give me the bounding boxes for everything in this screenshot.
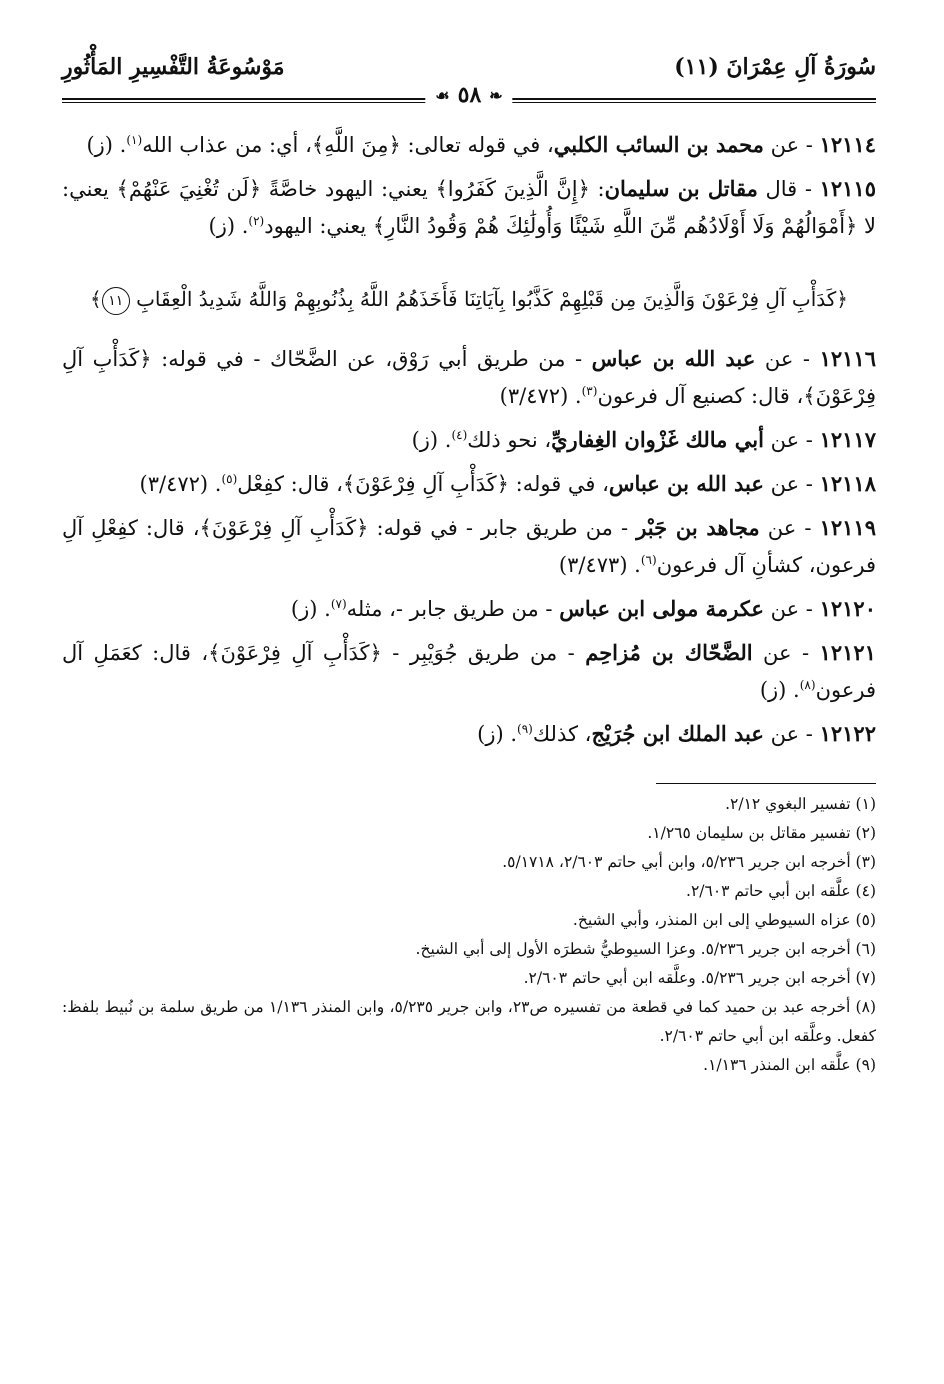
- entry-number: ١٢١١٧: [819, 427, 876, 452]
- entry-number: ١٢١١٦: [819, 346, 876, 371]
- entry-source: . (٣/٤٧٣): [558, 553, 641, 577]
- ornament-icon: ❧: [489, 85, 503, 105]
- page-number: ٥٨: [457, 82, 482, 108]
- entry-number: ١٢١١٥: [819, 176, 876, 201]
- entry: [62, 634, 876, 709]
- narrator-name: عبد الملك ابن جُرَيْج: [591, 721, 764, 746]
- entry-number: ١٢١١٩: [819, 515, 876, 540]
- entry: [62, 170, 876, 245]
- verse-text: ﴿كَدَأْبِ آلِ فِرْعَوْنَ وَالَّذِينَ مِن قَبْلِهِمْ كَذَّبُوا بِآيَاتِنَا فَأَخَذَهُمُ اللَّهُ بِذُنُوبِهِمْ وَاللَّهُ شَدِيدُ الْعِقَابِ: [136, 287, 848, 311]
- footnote-ref: (٢): [248, 214, 265, 228]
- footnote: (٥) عزاه السيوطي إلى ابن المنذر، وأبي الشيخ.: [572, 911, 876, 929]
- ornament-icon: ☙: [435, 85, 450, 105]
- footnote: (١) تفسير البغوي ٢/١٢.: [725, 795, 876, 813]
- entry-source: . (ز): [759, 678, 800, 702]
- entry-source: . (٣/٤٧٢): [499, 384, 582, 408]
- entry-source: . (ز): [290, 597, 331, 621]
- entry-prefix: - عن: [767, 516, 812, 540]
- entry-text: - من طريق أبي رَوْق، عن الضَّحّاك - في قوله: ﴿كَدَأْبِ آلِ فِرْعَوْنَ﴾، قال: كصنيع آل فرعون: [62, 347, 876, 408]
- entry: [62, 421, 876, 459]
- narrator-name: أبي مالك غَزْوان الغِفاريِّ: [551, 427, 764, 452]
- footnote-ref: (٤): [451, 428, 468, 442]
- narrator-name: مقاتل بن سليمان: [604, 176, 758, 201]
- quran-verse: [62, 281, 876, 318]
- narrator-name: عبد الله بن عباس: [608, 471, 764, 496]
- entry-prefix: - عن: [764, 347, 811, 371]
- entry-text: : ﴿إِنَّ الَّذِينَ كَفَرُوا﴾ يعني: اليهود خاصَّةً ﴿لَن تُغْنِيَ عَنْهُمْ﴾ يعني: لا ﴿أَمْوَالُهُمْ وَلَا أَوْلَادُهُم مِّنَ اللَّهِ شَيْئًا وَأُولَٰئِكَ هُمْ وَقُودُ النَّارِ﴾ يعني: اليهود: [62, 177, 876, 238]
- entry-text: ، في قوله تعالى: ﴿مِنَ اللَّهِ﴾، أي: من عذاب الله: [142, 133, 554, 157]
- main-text: [62, 126, 876, 1080]
- footnote-ref: (٨): [799, 678, 816, 692]
- entry: [62, 590, 876, 628]
- footnote-rule: [656, 783, 876, 784]
- entry-prefix: - عن: [770, 133, 813, 157]
- entry-prefix: - عن: [763, 641, 810, 665]
- entry-text: ، كذلك: [532, 722, 592, 746]
- entry-prefix: - قال: [765, 177, 812, 201]
- footnote: (٦) أخرجه ابن جرير ٥/٢٣٦. وعزا السيوطيُّ شطرَه الأول إلى أبي الشيخ.: [415, 940, 876, 958]
- entry: [62, 340, 876, 415]
- footnote: (٨) أخرجه عبد بن حميد كما في قطعة من تفسيره ص٢٣، وابن جرير ٥/٢٣٥، وابن المنذر ١/١٣٦ من طريق سلمة بن نُبيط بلفظ: كفعل. وعلَّقه ابن أبي حاتم ٢/٦٠٣.: [62, 998, 876, 1045]
- footnote: (٧) أخرجه ابن جرير ٥/٢٣٦. وعلَّقه ابن أبي حاتم ٢/٦٠٣.: [523, 969, 876, 987]
- footnote-ref: (٦): [640, 553, 657, 567]
- narrator-name: الضَّحّاك بن مُزاحِم: [585, 640, 753, 665]
- entry-source: . (ز): [86, 133, 127, 157]
- entry-text: ، في قوله: ﴿كَدَأْبِ آلِ فِرْعَوْنَ﴾، قال: كفِعْل: [237, 472, 609, 496]
- entry-number: ١٢١١٨: [819, 471, 876, 496]
- ayah-number: ١١: [102, 287, 130, 315]
- footnote: (٢) تفسير مقاتل بن سليمان ١/٢٦٥.: [647, 824, 876, 842]
- footnote: (٣) أخرجه ابن جرير ٥/٢٣٦، وابن أبي حاتم ٢/٦٠٣، ٥/١٧١٨.: [502, 853, 876, 871]
- surah-title: سُورَةُ آلِ عِمْرَانَ (١١): [674, 54, 876, 80]
- narrator-name: مجاهد بن جَبْر: [636, 515, 760, 540]
- entry-text: - من طريق جُوَيْبِر - ﴿كَدَأْبِ آلِ فِرْعَوْنَ﴾، قال: كعَمَلِ آل فرعون: [62, 641, 876, 702]
- footnotes: [62, 790, 876, 1080]
- entry: [62, 715, 876, 753]
- page: [62, 52, 876, 1080]
- running-header: [62, 52, 876, 108]
- entry-number: ١٢١٢٠: [819, 596, 876, 621]
- footnote-ref: (٩): [517, 722, 533, 736]
- verse-close: ﴾: [90, 287, 102, 311]
- narrator-name: محمد بن السائب الكلبي: [553, 132, 764, 157]
- footnote-ref: (٥): [221, 472, 238, 486]
- entry-prefix: - عن: [770, 722, 813, 746]
- entry-text: - من طريق جابر -، مثله: [346, 597, 553, 621]
- entry-source: . (ز): [208, 214, 249, 238]
- narrator-name: عبد الله بن عباس: [591, 346, 756, 371]
- entry-prefix: - عن: [770, 472, 813, 496]
- entry: [62, 126, 876, 164]
- entry-number: ١٢١٢٢: [819, 721, 876, 746]
- footnote: (٩) علَّقه ابن المنذر ١/١٣٦.: [703, 1056, 876, 1074]
- entry: [62, 509, 876, 584]
- entry-number: ١٢١١٤: [819, 132, 876, 157]
- entry-text: - من طريق جابر - في قوله: ﴿كَدَأْبِ آلِ فِرْعَوْنَ﴾، قال: كفِعْلِ آلِ فرعون، كشأنِ آل فرعون: [62, 516, 876, 577]
- entry-number: ١٢١٢١: [819, 640, 876, 665]
- footnote-ref: (١): [126, 133, 143, 147]
- book-title: مَوْسُوعَةُ التَّفْسِيرِ المَأْثُورِ: [62, 54, 285, 80]
- entry: [62, 465, 876, 503]
- entry-text: ، نحو ذلك: [467, 428, 552, 452]
- entry-source: . (ز): [411, 428, 452, 452]
- entry-source: . (ز): [477, 722, 518, 746]
- entry-source: . (٣/٤٧٢): [139, 472, 222, 496]
- entry-prefix: - عن: [770, 597, 813, 621]
- footnote: (٤) علَّقه ابن أبي حاتم ٢/٦٠٣.: [686, 882, 876, 900]
- entry-prefix: - عن: [770, 428, 813, 452]
- footnote-ref: (٧): [330, 597, 347, 611]
- narrator-name: عكرمة مولى ابن عباس: [559, 596, 764, 621]
- page-number-block: [425, 82, 512, 108]
- footnote-ref: (٣): [581, 384, 598, 398]
